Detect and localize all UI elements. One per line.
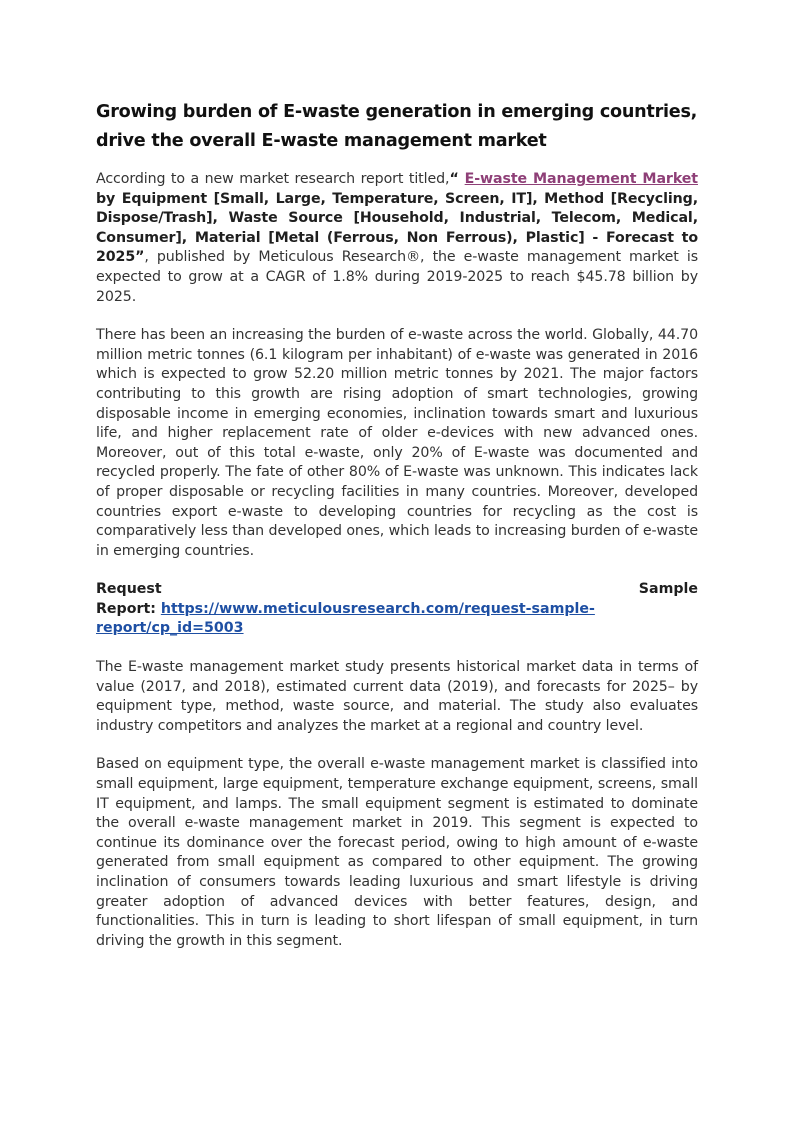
request-sample-block [96, 580, 698, 639]
request-report-line [96, 600, 698, 639]
request-sample-link[interactable]: https://www.meticulousresearch.com/request-sample-report/cp_id=5003 [96, 600, 595, 637]
report-title-rest: by Equipment [Small, Large, Temperature, Screen, IT], Method [Recycling, Dispose/Trash], Waste Source [Household, Industrial, Telecom, Medical, Consumer], Material [Metal (Ferrous, Non Ferrous), Plastic] - Forecast to 2025” [96, 190, 698, 266]
equipment-paragraph: Based on equipment type, the overall e-waste management market is classified into small equipment, large equipment, temperature exchange equipment, screens, small IT equipment, and lamps. The small equipment segment is estimated to dominate the overall e-waste management market in 2019. This segment is expected to continue its dominance over the forecast period, owing to high amount of e-waste generated from small equipment as compared to other equipment. The growing inclination of consumers towards leading luxurious and smart lifestyle is driving greater adoption of advanced devices with better features, design, and functionalities. This in turn is leading to short lifespan of small equipment, in turn driving the growth in this segment. [96, 756, 698, 949]
report-label: Report: [96, 600, 161, 617]
intro-lead: According to a new market research report titled, [96, 171, 450, 187]
intro-paragraph [96, 170, 698, 307]
study-paragraph: The E-waste management market study presents historical market data in terms of value (2017, and 2018), estimated current data (2019), and forecasts for 2025– by equipment type, method, waste source, and material. The study also evaluates industry competitors and analyzes the market at a regional and country level. [96, 659, 698, 734]
intro-quote-open: “ [449, 171, 465, 187]
request-word: Request [96, 581, 162, 598]
page-title: Growing burden of E-waste generation in emerging countries, drive the overall E-waste management market [96, 102, 698, 151]
sample-word: Sample [638, 581, 698, 598]
report-title-link[interactable]: E-waste Management Market [464, 171, 698, 187]
burden-paragraph: There has been an increasing the burden of e-waste across the world. Globally, 44.70 million metric tonnes (6.1 kilogram per inhabitant) of e-waste was generated in 2016 which is expected to grow 52.20 million metric tonnes by 2021. The major factors contributing to this growth are rising adoption of smart technologies, growing disposable income in emerging economies, inclination towards smart and luxurious life, and higher replacement rate of older e-devices with new advanced ones. Moreover, out of this total e-waste, only 20% of E-waste was documented and recycled properly. The fate of other 80% of E-waste was unknown. This indicates lack of proper disposable or recycling facilities in many countries. Moreover, developed countries export e-waste to developing countries for recycling as the cost is comparatively less than developed ones, which leads to increasing burden of e-waste in emerging countries. [96, 327, 698, 559]
document-page [96, 98, 698, 970]
intro-tail: , published by Meticulous Research®, the e-waste management market is expected to grow at a CAGR of 1.8% during 2019-2025 to reach $45.78 billion by 2025. [96, 249, 698, 305]
request-sample-heading [96, 580, 698, 600]
